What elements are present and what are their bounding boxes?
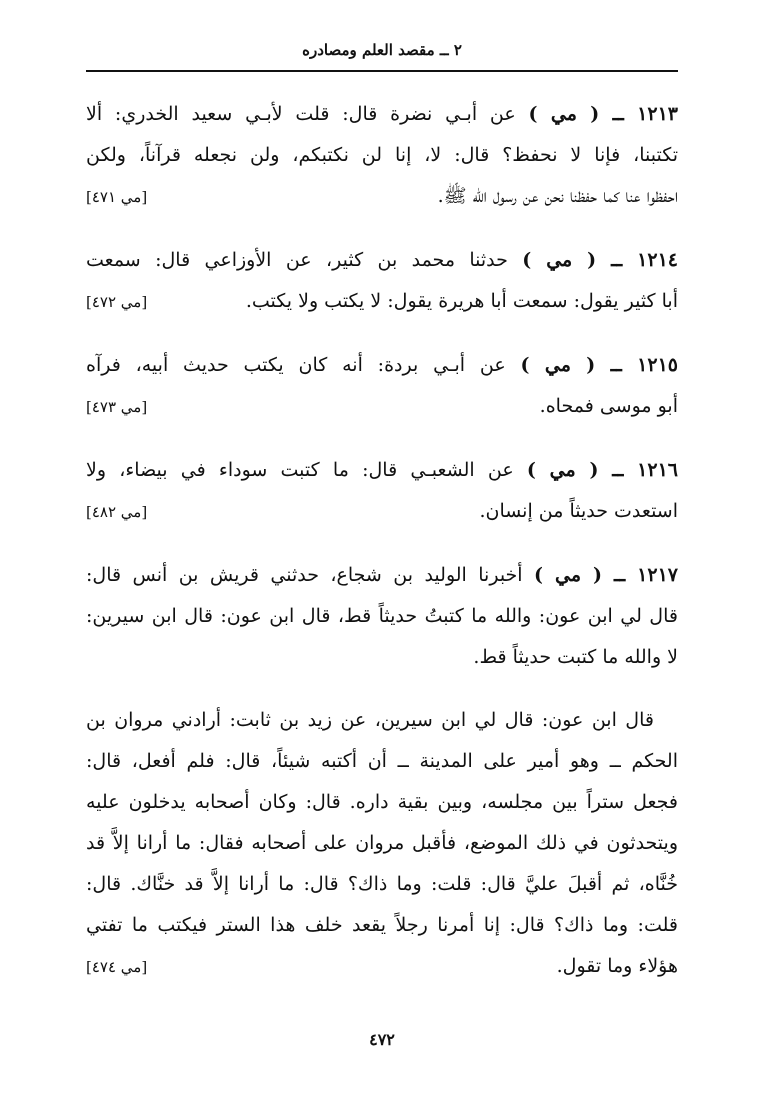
source-reference: [مي ٤٧٤]: [86, 958, 148, 976]
text-line: قال ابن عون: قال لي ابن سيرين، عن زيد بن ثابت: أرادني مروان بن: [86, 709, 654, 731]
hadith-number: ١٢١٣ ــ ( مي ): [528, 103, 678, 125]
text-line: فجعل ستراً بين مجلسه، وبين بقية داره. قال: وكان أصحابه يدخلون عليه: [86, 791, 678, 813]
hadith-entry: [86, 450, 678, 533]
text-line: لا والله ما كتبت حديثاً قط.: [473, 646, 678, 668]
commentary-paragraph: [86, 700, 678, 988]
hadith-entry: [86, 94, 678, 218]
hadith-number: ١٢١٦ ــ ( مي ): [526, 459, 678, 481]
hadith-number: ١٢١٥ ــ ( مي ): [520, 354, 678, 376]
hadith-number: ١٢١٧ ــ ( مي ): [534, 564, 678, 586]
hadith-entry: [86, 240, 678, 323]
source-reference: [مي ٤٨٢]: [86, 503, 148, 521]
text-line: أبو موسى فمحاه. [مي ٤٧٣]: [86, 386, 678, 428]
text-line: قال لي ابن عون: والله ما كتبتُ حديثاً قط، قال ابن عون: قال ابن سيرين:: [86, 605, 678, 627]
hadith-entry: [86, 555, 678, 678]
text-line: خُنَّاه، ثم أقبلَ عليَّ قال: قلت: وما ذاك؟ قال: ما أرانا إلاَّ قد خنَّاك. قال:: [86, 873, 678, 895]
page: [86, 40, 678, 1080]
text-line: تكتبنا، فإنا لا نحفظ؟ قال: لا، إنا لن نكتبكم، ولن نجعله قرآناً، ولكن: [86, 144, 678, 166]
running-header: [86, 40, 678, 72]
text-line: ١٢١٥ ــ ( مي ) عن أبـي بردة: أنه كان يكتب حديث أبيه، فرآه: [86, 354, 678, 376]
text-line: ويتحدثون في ذلك الموضع، فأقبل مروان على أصحابه فقال: ما أرانا إلاَّ قد: [86, 832, 678, 854]
text-line: ١٢١٣ ــ ( مي ) عن أبـي نضرة قال: قلت لأبـي سعيد الخدري: ألا: [86, 103, 678, 125]
hadith-entry: [86, 345, 678, 428]
hadith-number: ١٢١٤ ــ ( مي ): [522, 249, 678, 271]
page-number: ٤٧٢: [369, 1030, 395, 1049]
text-line: ١٢١٧ ــ ( مي ) أخبرنا الوليد بن شجاع، حدثني قريش بن أنس قال:: [86, 564, 678, 586]
text-line: ١٢١٤ ــ ( مي ) حدثنا محمد بن كثير، عن الأوزاعي قال: سمعت: [86, 249, 678, 271]
text-line: احفظوا عنا كما حفظنا نحن عن رسول الله ﷺ. [مي ٤٧١]: [86, 176, 678, 218]
text-line: الحكم ــ وهو أمير على المدينة ــ أن أكتبه شيئاً، قال: فلم أفعل، قال:: [86, 750, 678, 772]
text-line: أبا كثير يقول: سمعت أبا هريرة يقول: لا يكتب ولا يكتب. [مي ٤٧٢]: [86, 281, 678, 323]
text-line: ١٢١٦ ــ ( مي ) عن الشعبـي قال: ما كتبت سوداء في بيضاء، ولا: [86, 459, 678, 481]
text-line: قلت: وما ذاك؟ قال: إنا أمرنا رجلاً يقعد خلف هذا الستر فيكتب ما تفتي: [86, 914, 678, 936]
chapter-title: ٢ ــ مقصد العلم ومصادره: [302, 41, 462, 59]
source-reference: [مي ٤٧٢]: [86, 293, 148, 311]
source-reference: [مي ٤٧١]: [86, 188, 148, 206]
source-reference: [مي ٤٧٣]: [86, 398, 148, 416]
text-line: استعدت حديثاً من إنسان. [مي ٤٨٢]: [86, 491, 678, 533]
text-line: هؤلاء وما تقول. [مي ٤٧٤]: [86, 946, 678, 988]
